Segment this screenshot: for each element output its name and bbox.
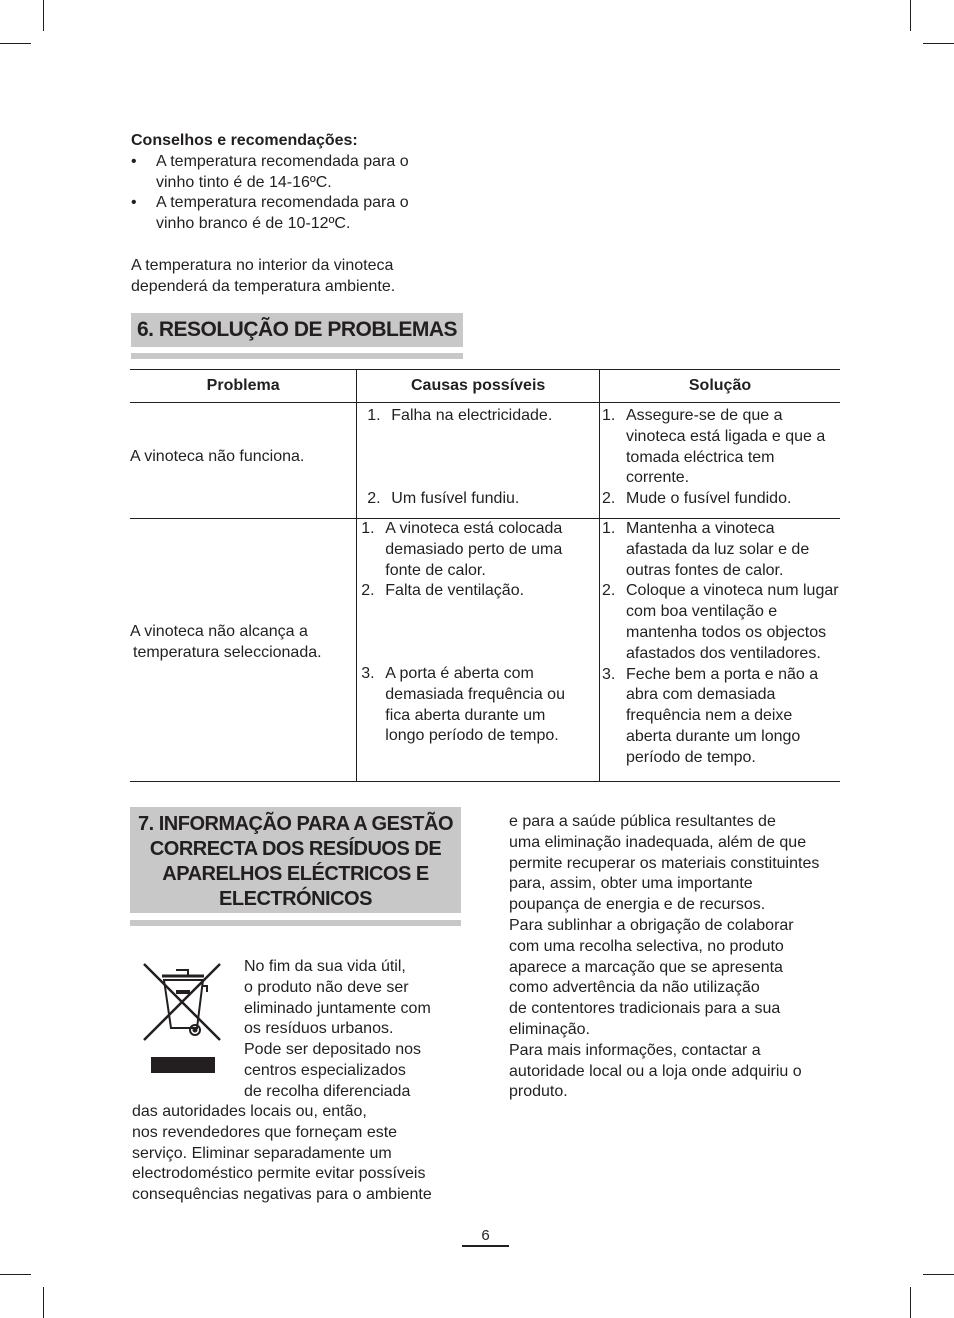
solution-cell — [599, 519, 840, 782]
list-item: • A temperatura recomendada para o vinho branco é de 10-12ºC. — [131, 193, 451, 235]
section7-title-line: 7. INFORMAÇÃO PARA A GESTÃO — [137, 813, 454, 835]
column-header-causes: Causas possíveis — [357, 370, 600, 403]
crop-mark — [910, 0, 911, 31]
section6-rule — [131, 353, 463, 359]
tips-heading: Conselhos e recomendações: — [131, 132, 358, 149]
column-header-solution: Solução — [599, 370, 840, 403]
solutions-list — [602, 403, 834, 510]
crop-mark — [0, 1274, 31, 1275]
list-item: 1. Assegure-se de que a vinoteca está ligada e que a tomada eléctrica tem corrente. — [601, 407, 826, 487]
text-line: como advertência da não utilização — [509, 979, 760, 997]
list-item: 2. Falta de ventilação. — [361, 582, 525, 600]
list-item: 2. Mude o fusível fundido. — [601, 490, 792, 508]
problems-table — [130, 369, 840, 782]
problem-text: A vinoteca não alcança a temperatura seleccionada. — [130, 623, 322, 661]
tips-list — [131, 152, 451, 235]
section7-left-full — [132, 1102, 462, 1206]
solution-cell — [599, 403, 840, 519]
text-line: uma eliminação inadequada, além de que — [509, 833, 807, 851]
text-line: No fim da sua vida útil, — [244, 958, 406, 975]
section7-rule — [130, 920, 461, 926]
section7-title-line: APARELHOS ELÉCTRICOS E — [162, 863, 429, 885]
list-item: 1. Mantenha a vinoteca afastada da luz solar e de outras fontes de calor. — [601, 520, 810, 579]
text-line: eliminado juntamente com — [244, 999, 431, 1017]
causes-cell — [357, 403, 600, 519]
text-line: os resíduos urbanos. — [244, 1020, 394, 1038]
text-line: electrodoméstico permite evitar possíveis — [132, 1165, 426, 1183]
text-line: de recolha diferenciada — [244, 1082, 411, 1100]
crop-mark — [43, 0, 44, 31]
page-number-text: 6 — [481, 1227, 490, 1244]
problem-text: A vinoteca não funciona. — [130, 448, 305, 465]
text-line: nos revendedores que forneçam este — [132, 1123, 398, 1141]
text-line: poupança de energia e de recursos. — [509, 896, 766, 914]
text-line: Para sublinhar a obrigação de colaborar — [509, 916, 794, 934]
section6-title: 6. RESOLUÇÃO DE PROBLEMAS — [136, 318, 458, 341]
crop-mark — [43, 1287, 44, 1318]
table-row — [130, 519, 840, 782]
list-item: 3. A porta é aberta com demasiada frequência ou fica aberta durante um longo período de tempo. — [361, 665, 565, 745]
tips-section — [131, 131, 451, 297]
text-line: produto. — [509, 1083, 568, 1101]
table-row — [130, 403, 840, 519]
crossed-out-wheelie-bin-icon — [140, 960, 224, 1075]
list-item: 1. Falha na electricidade. — [367, 407, 553, 424]
problem-cell — [130, 519, 357, 782]
section7-heading — [130, 807, 461, 913]
section7-right-column — [509, 812, 849, 1103]
text-line: consequências negativas para o ambiente — [132, 1186, 432, 1204]
crop-mark — [0, 43, 31, 44]
page-number — [462, 1226, 509, 1247]
text-line: autoridade local ou a loja onde adquiriu o — [509, 1062, 802, 1080]
solutions-list — [602, 519, 840, 769]
problem-cell — [130, 403, 357, 519]
text-line: Para mais informações, contactar a — [509, 1041, 761, 1059]
causes-list — [361, 664, 586, 747]
text-line: para, assim, obter uma importante — [509, 875, 753, 893]
text-line: das autoridades locais ou, então, — [132, 1103, 367, 1120]
column-header-problem: Problema — [130, 370, 357, 403]
section6-heading — [131, 313, 463, 347]
crop-mark — [923, 1274, 954, 1275]
causes-list — [367, 489, 592, 510]
list-item: 2. Um fusível fundiu. — [367, 490, 520, 507]
section7-left-wrapped — [244, 957, 459, 1103]
causes-list — [367, 406, 592, 427]
table-header-row — [130, 370, 840, 403]
text-line: centros especializados — [244, 1061, 406, 1079]
text-line: e para a saúde pública resultantes de — [509, 813, 776, 830]
text-line: o produto não deve ser — [244, 978, 409, 996]
tips-paragraph: A temperatura no interior da vinoteca dependerá da temperatura ambiente. — [131, 256, 396, 295]
list-item: 1. A vinoteca está colocada demasiado perto de uma fonte de calor. — [361, 520, 563, 579]
text-line: com uma recolha selectiva, no produto — [509, 937, 784, 955]
section7-title-line: ELECTRÓNICOS — [219, 888, 372, 910]
causes-cell — [357, 519, 600, 782]
text-line: eliminação. — [509, 1020, 590, 1038]
list-item: • A temperatura recomendada para o vinho tinto é de 14-16ºC. — [131, 152, 451, 194]
list-item: 2. Coloque a vinoteca num lugar com boa ventilação e mantenha todos os objectos afastados dos ventiladores. — [601, 582, 839, 662]
causes-list — [361, 519, 586, 602]
crop-mark — [910, 1287, 911, 1318]
text-line: Pode ser depositado nos — [244, 1041, 422, 1059]
text-line: serviço. Eliminar separadamente um — [132, 1144, 392, 1162]
crop-mark — [923, 43, 954, 44]
list-item: 3. Feche bem a porta e não a abra com demasiada frequência nem a deixe aberta durante um longo período de tempo. — [601, 665, 819, 766]
section7-title-line: CORRECTA DOS RESÍDUOS DE — [149, 838, 442, 860]
text-line: de contentores tradicionais para a sua — [509, 1000, 781, 1018]
text-line: aparece a marcação que se apresenta — [509, 958, 783, 976]
text-line: permite recuperar os materiais constituintes — [509, 854, 820, 872]
